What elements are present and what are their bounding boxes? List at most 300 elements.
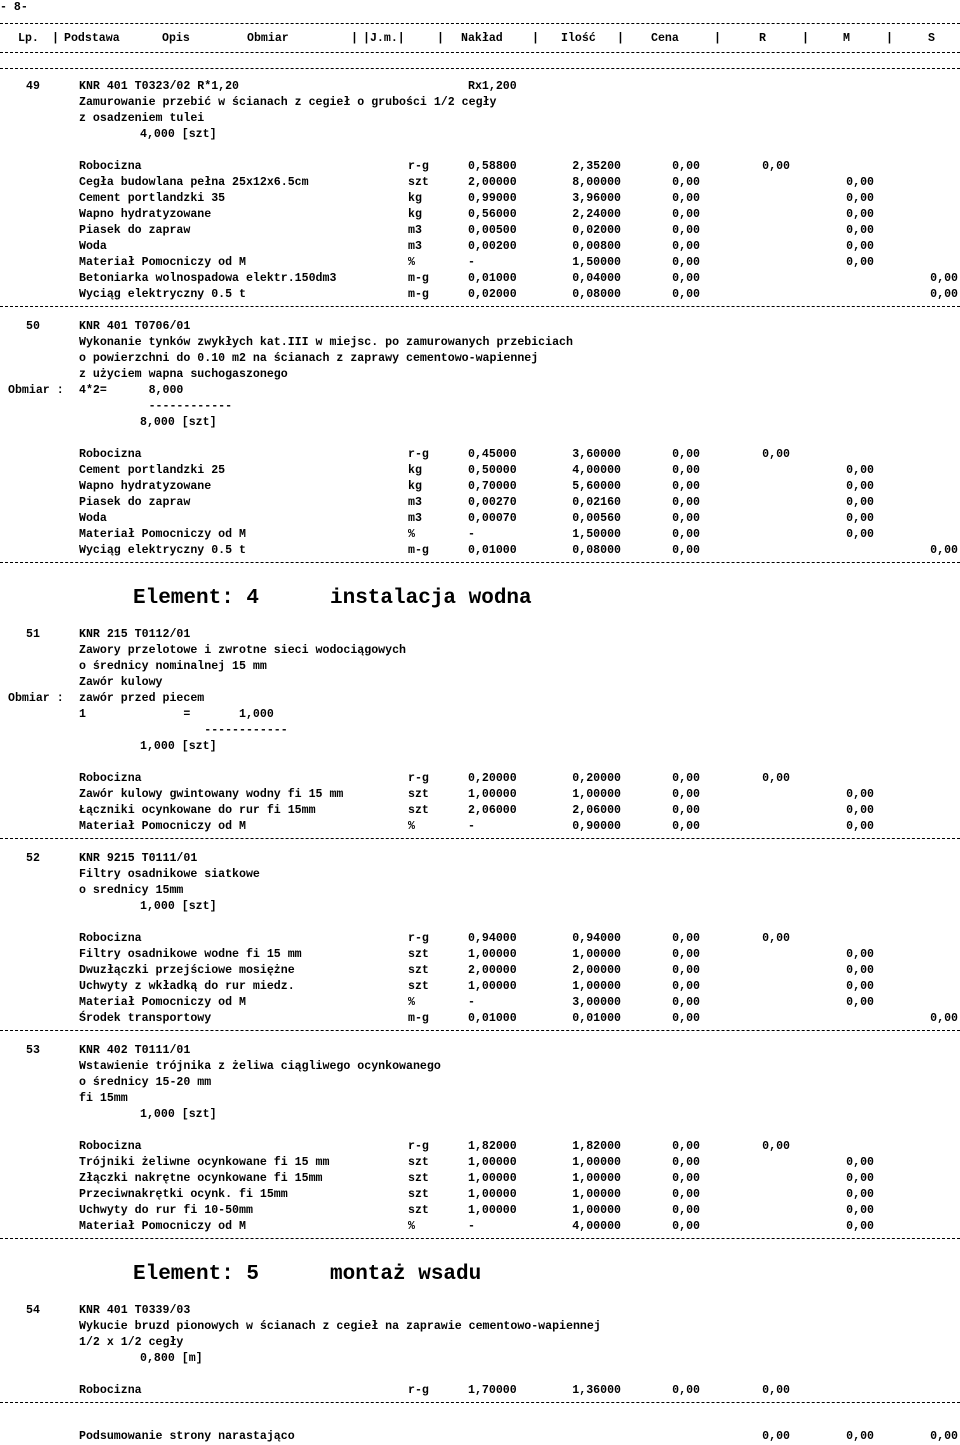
resource-row [0, 819, 960, 835]
dashed-separator [0, 1402, 960, 1403]
description-line: z osadzeniem tulei [79, 112, 205, 125]
resource-name: Woda [79, 512, 107, 525]
position-basis: KNR 401 T0339/03 [79, 1304, 191, 1317]
resource-amount: 4,00000 [572, 464, 621, 477]
table-header [0, 31, 960, 47]
resource-row [0, 995, 960, 1011]
resource-amount: 1,50000 [572, 256, 621, 269]
resource-norm: 1,70000 [468, 1384, 517, 1397]
description-line: z użyciem wapna suchogaszonego [79, 368, 288, 381]
resource-norm: - [468, 1220, 475, 1233]
resource-amount: 2,35200 [572, 160, 621, 173]
resource-unit: m-g [408, 288, 429, 301]
resource-norm: 2,00000 [468, 964, 517, 977]
resource-row [0, 255, 960, 271]
resource-unit: % [408, 820, 415, 833]
resource-m-value: 0,00 [846, 788, 874, 801]
header-separator: | [714, 32, 721, 45]
position-number: 49 [26, 80, 40, 93]
resource-m-value: 0,00 [846, 964, 874, 977]
quantity-value: 8,000 [szt] [140, 416, 217, 429]
position-number: 54 [26, 1304, 40, 1317]
resource-amount: 1,00000 [572, 980, 621, 993]
position-header [0, 79, 960, 95]
resource-price: 0,00 [672, 448, 700, 461]
resource-norm: 1,00000 [468, 1172, 517, 1185]
resource-amount: 0,00560 [572, 512, 621, 525]
resource-norm: 0,56000 [468, 208, 517, 221]
resource-norm: 0,20000 [468, 772, 517, 785]
position-description [0, 643, 960, 659]
resource-price: 0,00 [672, 948, 700, 961]
resource-price: 0,00 [672, 1384, 700, 1397]
resource-name: Woda [79, 240, 107, 253]
resource-norm: 1,00000 [468, 1188, 517, 1201]
resource-norm: 0,00270 [468, 496, 517, 509]
resource-norm: 0,70000 [468, 480, 517, 493]
position-header [0, 319, 960, 335]
resource-amount: 0,00800 [572, 240, 621, 253]
resource-row [0, 495, 960, 511]
resource-unit: m3 [408, 224, 422, 237]
resource-amount: 0,02160 [572, 496, 621, 509]
resource-price: 0,00 [672, 820, 700, 833]
resource-amount: 3,96000 [572, 192, 621, 205]
description-line: Zawory przelotowe i zwrotne sieci wodociągowych [79, 644, 406, 657]
position-description [0, 351, 960, 367]
resource-r-value: 0,00 [762, 1384, 790, 1397]
resource-row [0, 207, 960, 223]
quantity-value: 1,000 [szt] [140, 740, 217, 753]
summary-label: Podsumowanie strony narastająco [79, 1430, 295, 1443]
position-description [0, 867, 960, 883]
resource-name: Wapno hydratyzowane [79, 208, 212, 221]
resource-norm: 0,01000 [468, 272, 517, 285]
resource-norm: 0,45000 [468, 448, 517, 461]
resource-norm: 0,01000 [468, 544, 517, 557]
resource-norm: 1,00000 [468, 948, 517, 961]
resource-price: 0,00 [672, 1156, 700, 1169]
position-header [0, 1303, 960, 1319]
position-basis: KNR 402 T0111/01 [79, 1044, 191, 1057]
resource-amount: 0,20000 [572, 772, 621, 785]
resource-price: 0,00 [672, 1204, 700, 1217]
resource-amount: 1,82000 [572, 1140, 621, 1153]
resource-price: 0,00 [672, 176, 700, 189]
resource-row [0, 463, 960, 479]
resource-amount: 1,00000 [572, 1172, 621, 1185]
resource-amount: 0,04000 [572, 272, 621, 285]
quantity-value: 0,800 [m] [140, 1352, 203, 1365]
measurement-line [0, 707, 960, 723]
resource-price: 0,00 [672, 1188, 700, 1201]
resource-row [0, 1011, 960, 1027]
position-basis: KNR 215 T0112/01 [79, 628, 191, 641]
measurement-value: zawór przed piecem [79, 692, 205, 705]
resource-m-value: 0,00 [846, 996, 874, 1009]
description-line: 1/2 x 1/2 cegły [79, 1336, 184, 1349]
resource-name: Wapno hydratyzowane [79, 480, 212, 493]
resource-m-value: 0,00 [846, 208, 874, 221]
resource-r-value: 0,00 [762, 1140, 790, 1153]
measurement-value: 4*2= 8,000 [79, 384, 184, 397]
resource-name: Zawór kulowy gwintowany wodny fi 15 mm [79, 788, 344, 801]
resource-amount: 0,01000 [572, 1012, 621, 1025]
measurement-line [0, 691, 960, 707]
position-header [0, 627, 960, 643]
resource-unit: % [408, 996, 415, 1009]
resource-unit: szt [408, 176, 429, 189]
dashed-separator [0, 838, 960, 839]
resource-amount: 1,36000 [572, 1384, 621, 1397]
resource-m-value: 0,00 [846, 464, 874, 477]
resource-norm: 1,00000 [468, 1156, 517, 1169]
resource-price: 0,00 [672, 544, 700, 557]
position-basis: KNR 401 T0706/01 [79, 320, 191, 333]
resource-unit: r-g [408, 1384, 429, 1397]
resource-m-value: 0,00 [846, 1220, 874, 1233]
resource-r-value: 0,00 [762, 160, 790, 173]
resource-name: Robocizna [79, 448, 142, 461]
page-summary [0, 1429, 960, 1445]
resource-m-value: 0,00 [846, 1204, 874, 1217]
resource-m-value: 0,00 [846, 804, 874, 817]
resource-name: Robocizna [79, 932, 142, 945]
resource-m-value: 0,00 [846, 528, 874, 541]
resource-amount: 8,00000 [572, 176, 621, 189]
measurement-line [0, 723, 960, 739]
resource-row [0, 271, 960, 287]
resource-price: 0,00 [672, 256, 700, 269]
resource-unit: r-g [408, 448, 429, 461]
resource-r-value: 0,00 [762, 772, 790, 785]
resource-m-value: 0,00 [846, 480, 874, 493]
resource-price: 0,00 [672, 464, 700, 477]
resource-name: Betoniarka wolnospadowa elektr.150dm3 [79, 272, 337, 285]
resource-norm: 0,00200 [468, 240, 517, 253]
dashed-separator [0, 306, 960, 307]
position-quantity [0, 127, 960, 143]
resource-norm: 1,00000 [468, 980, 517, 993]
summary-m-value: 0,00 [846, 1430, 874, 1443]
resource-row [0, 175, 960, 191]
header-s: S [928, 32, 935, 45]
resource-name: Robocizna [79, 1384, 142, 1397]
resource-row [0, 511, 960, 527]
resource-name: Wyciąg elektryczny 0.5 t [79, 288, 246, 301]
resource-amount: 2,24000 [572, 208, 621, 221]
resource-unit: m3 [408, 512, 422, 525]
resource-amount: 1,00000 [572, 788, 621, 801]
resource-row [0, 1187, 960, 1203]
resource-row [0, 447, 960, 463]
page-number: - 8- [0, 1, 28, 14]
resource-amount: 0,90000 [572, 820, 621, 833]
resource-name: Materiał Pomocniczy od M [79, 1220, 246, 1233]
resource-unit: m-g [408, 1012, 429, 1025]
resource-norm: - [468, 820, 475, 833]
resource-m-value: 0,00 [846, 192, 874, 205]
resource-name: Robocizna [79, 772, 142, 785]
resource-amount: 0,08000 [572, 288, 621, 301]
header-ilosc: Ilość [561, 32, 596, 45]
header-separator: | [52, 32, 59, 45]
header-separator: | [802, 32, 809, 45]
measurement-line [0, 399, 960, 415]
header-separator: | [617, 32, 624, 45]
resource-unit: % [408, 1220, 415, 1233]
resource-name: Materiał Pomocniczy od M [79, 820, 246, 833]
header-separator: | [351, 32, 358, 45]
description-line: Zawór kulowy [79, 676, 163, 689]
resource-unit: r-g [408, 772, 429, 785]
header-obmiar: Obmiar [247, 32, 289, 45]
description-line: Zamurowanie przebić w ścianach z cegieł o grubości 1/2 cegły [79, 96, 497, 109]
dashed-separator [0, 1030, 960, 1031]
measurement-line [0, 383, 960, 399]
resource-row [0, 1203, 960, 1219]
resource-amount: 1,00000 [572, 1188, 621, 1201]
element-heading [0, 1263, 960, 1291]
resource-amount: 0,94000 [572, 932, 621, 945]
resource-name: Robocizna [79, 160, 142, 173]
resource-price: 0,00 [672, 288, 700, 301]
resource-price: 0,00 [672, 480, 700, 493]
resource-norm: 0,00070 [468, 512, 517, 525]
resource-unit: m3 [408, 496, 422, 509]
resource-name: Piasek do zapraw [79, 224, 191, 237]
summary-s-value: 0,00 [930, 1430, 958, 1443]
resource-amount: 4,00000 [572, 1220, 621, 1233]
header-naklad: Nakład [461, 32, 503, 45]
dashed-separator [0, 562, 960, 563]
quantity-value: 1,000 [szt] [140, 900, 217, 913]
summary-r-value: 0,00 [762, 1430, 790, 1443]
resource-name: Robocizna [79, 1140, 142, 1153]
resource-m-value: 0,00 [846, 176, 874, 189]
position-description [0, 367, 960, 383]
description-line: Wykucie bruzd pionowych w ścianach z cegieł na zaprawie cementowo-wapiennej [79, 1320, 601, 1333]
resource-price: 0,00 [672, 932, 700, 945]
resource-amount: 2,00000 [572, 964, 621, 977]
resource-name: Uchwyty do rur fi 10-50mm [79, 1204, 253, 1217]
header-lp: Lp. [18, 32, 39, 45]
resource-norm: 1,00000 [468, 788, 517, 801]
position-number: 51 [26, 628, 40, 641]
resource-norm: 2,06000 [468, 804, 517, 817]
resource-unit: szt [408, 788, 429, 801]
description-line: Wstawienie trójnika z żeliwa ciągliwego ocynkowanego [79, 1060, 441, 1073]
measurement-value: ------------ [79, 724, 288, 737]
resource-name: Dwuzłączki przejściowe mosiężne [79, 964, 295, 977]
resource-row [0, 963, 960, 979]
resource-price: 0,00 [672, 496, 700, 509]
resource-price: 0,00 [672, 192, 700, 205]
resource-norm: 0,02000 [468, 288, 517, 301]
resource-amount: 2,06000 [572, 804, 621, 817]
resource-s-value: 0,00 [930, 544, 958, 557]
resource-name: Łączniki ocynkowane do rur fi 15mm [79, 804, 316, 817]
resource-price: 0,00 [672, 772, 700, 785]
position-header [0, 851, 960, 867]
resource-norm: - [468, 256, 475, 269]
resource-name: Trójniki żeliwne ocynkowane fi 15 mm [79, 1156, 330, 1169]
resource-name: Filtry osadnikowe wodne fi 15 mm [79, 948, 302, 961]
resource-unit: szt [408, 1188, 429, 1201]
resource-norm: 0,00500 [468, 224, 517, 237]
resource-m-value: 0,00 [846, 256, 874, 269]
position-description [0, 335, 960, 351]
resource-row [0, 239, 960, 255]
description-line: Filtry osadnikowe siatkowe [79, 868, 260, 881]
position-description [0, 1335, 960, 1351]
resource-amount: 1,00000 [572, 1156, 621, 1169]
header-opis: Opis [162, 32, 190, 45]
resource-price: 0,00 [672, 980, 700, 993]
resource-unit: m3 [408, 240, 422, 253]
resource-amount: 1,00000 [572, 1204, 621, 1217]
header-separator: | [532, 32, 539, 45]
position-header [0, 1043, 960, 1059]
resource-name: Przeciwnakrętki ocynk. fi 15mm [79, 1188, 288, 1201]
resource-amount: 0,02000 [572, 224, 621, 237]
resource-r-value: 0,00 [762, 448, 790, 461]
measurement-label: Obmiar : [8, 384, 64, 397]
resource-amount: 1,00000 [572, 948, 621, 961]
resource-name: Materiał Pomocniczy od M [79, 996, 246, 1009]
position-description [0, 95, 960, 111]
resource-price: 0,00 [672, 1172, 700, 1185]
resource-unit: r-g [408, 1140, 429, 1153]
resource-price: 0,00 [672, 1012, 700, 1025]
resource-m-value: 0,00 [846, 240, 874, 253]
resource-unit: szt [408, 964, 429, 977]
dashed-separator [0, 23, 960, 24]
resource-s-value: 0,00 [930, 288, 958, 301]
resource-unit: szt [408, 948, 429, 961]
resource-norm: 0,01000 [468, 1012, 517, 1025]
resource-m-value: 0,00 [846, 224, 874, 237]
resource-name: Złączki nakrętne ocynkowane fi 15mm [79, 1172, 323, 1185]
position-description [0, 659, 960, 675]
resource-row [0, 931, 960, 947]
position-quantity [0, 415, 960, 431]
resource-unit: r-g [408, 932, 429, 945]
resource-unit: szt [408, 1204, 429, 1217]
resource-row [0, 223, 960, 239]
resource-norm: 0,94000 [468, 932, 517, 945]
measurement-value: 1 = 1,000 [79, 708, 274, 721]
resource-name: Uchwyty z wkładką do rur miedz. [79, 980, 295, 993]
resource-norm: - [468, 528, 475, 541]
element-label: Element: 4 [133, 587, 260, 610]
resource-unit: kg [408, 208, 422, 221]
resource-unit: % [408, 256, 415, 269]
resource-m-value: 0,00 [846, 1188, 874, 1201]
position-description [0, 1059, 960, 1075]
resource-row [0, 543, 960, 559]
resource-row [0, 191, 960, 207]
element-heading [0, 587, 960, 615]
resource-unit: szt [408, 980, 429, 993]
resource-unit: kg [408, 192, 422, 205]
position-description [0, 1319, 960, 1335]
resource-r-value: 0,00 [762, 932, 790, 945]
position-description [0, 111, 960, 127]
resource-row [0, 527, 960, 543]
resource-unit: kg [408, 480, 422, 493]
resource-row [0, 787, 960, 803]
resource-price: 0,00 [672, 996, 700, 1009]
resource-row [0, 1383, 960, 1399]
resource-m-value: 0,00 [846, 1172, 874, 1185]
resource-unit: szt [408, 804, 429, 817]
resource-row [0, 479, 960, 495]
resource-name: Materiał Pomocniczy od M [79, 256, 246, 269]
resource-m-value: 0,00 [846, 948, 874, 961]
resource-unit: r-g [408, 160, 429, 173]
dashed-separator [0, 1238, 960, 1239]
description-line: fi 15mm [79, 1092, 128, 1105]
resource-row [0, 1219, 960, 1235]
description-line: o powierzchni do 0.10 m2 na ścianach z zaprawy cementowo-wapiennej [79, 352, 539, 365]
resource-name: Środek transportowy [79, 1012, 212, 1025]
resource-norm: 0,99000 [468, 192, 517, 205]
resource-price: 0,00 [672, 1220, 700, 1233]
resource-unit: kg [408, 464, 422, 477]
header-separator: | [886, 32, 893, 45]
resource-amount: 5,60000 [572, 480, 621, 493]
resource-amount: 3,00000 [572, 996, 621, 1009]
description-line: o srednicy 15mm [79, 884, 184, 897]
position-number: 52 [26, 852, 40, 865]
position-basis: KNR 9215 T0111/01 [79, 852, 198, 865]
measurement-value: ------------ [79, 400, 233, 413]
resource-norm: 1,00000 [468, 1204, 517, 1217]
resource-price: 0,00 [672, 208, 700, 221]
resource-price: 0,00 [672, 788, 700, 801]
position-basis-extra: Rx1,200 [468, 80, 517, 93]
resource-price: 0,00 [672, 804, 700, 817]
resource-name: Cement portlandzki 35 [79, 192, 226, 205]
resource-row [0, 947, 960, 963]
header-separator: | [437, 32, 444, 45]
header-cena: Cena [651, 32, 679, 45]
position-description [0, 883, 960, 899]
resource-name: Cement portlandzki 25 [79, 464, 226, 477]
resource-price: 0,00 [672, 272, 700, 285]
resource-norm: 0,50000 [468, 464, 517, 477]
resource-name: Piasek do zapraw [79, 496, 191, 509]
dashed-separator [0, 68, 960, 69]
position-quantity [0, 899, 960, 915]
resource-unit: m-g [408, 272, 429, 285]
resource-s-value: 0,00 [930, 272, 958, 285]
resource-price: 0,00 [672, 964, 700, 977]
resource-unit: szt [408, 1172, 429, 1185]
resource-m-value: 0,00 [846, 512, 874, 525]
resource-m-value: 0,00 [846, 980, 874, 993]
resource-norm: - [468, 996, 475, 1009]
header-r: R [759, 32, 766, 45]
element-title: instalacja wodna [330, 587, 532, 610]
position-basis: KNR 401 T0323/02 R*1,20 [79, 80, 240, 93]
position-description [0, 1075, 960, 1091]
resource-row [0, 159, 960, 175]
resource-amount: 3,60000 [572, 448, 621, 461]
resource-unit: % [408, 528, 415, 541]
position-description [0, 675, 960, 691]
